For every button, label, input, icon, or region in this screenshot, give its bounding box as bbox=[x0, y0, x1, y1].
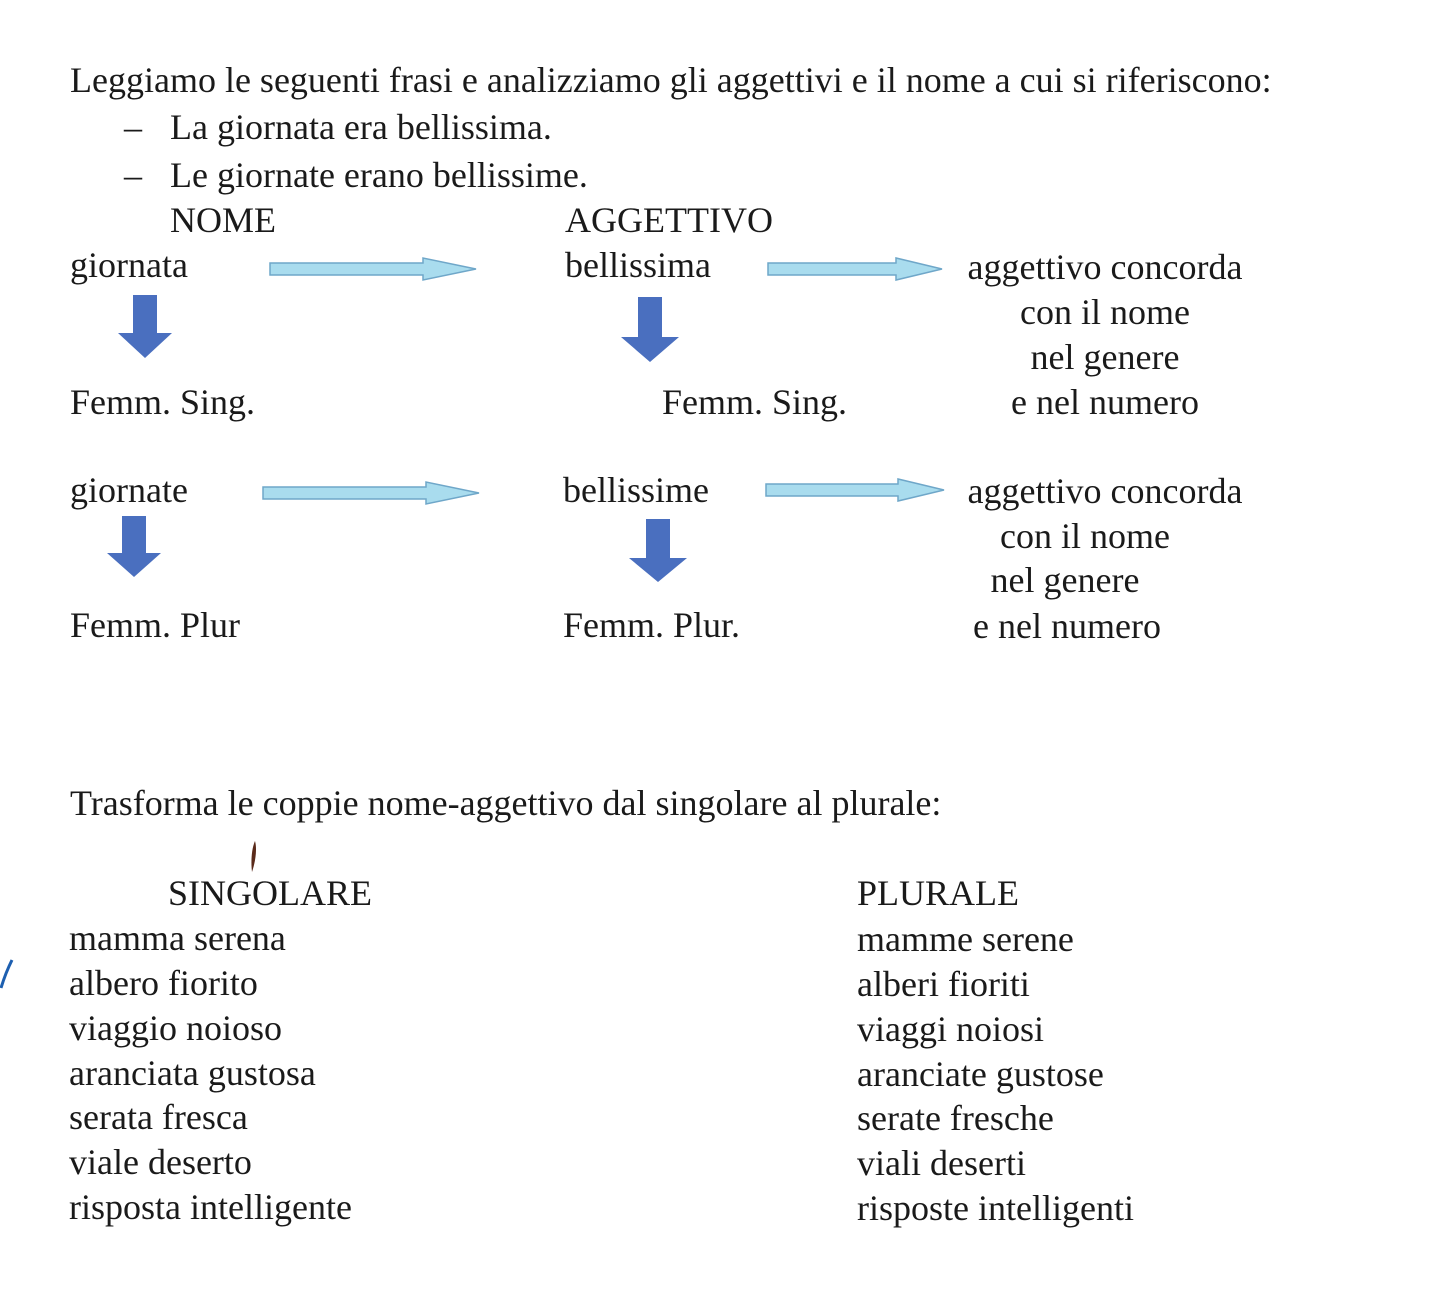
exercise-instruction: Trasforma le coppie nome-aggettivo dal singolare al plurale: bbox=[70, 783, 942, 823]
plural-pair: aranciate gustose bbox=[857, 1054, 1104, 1094]
header-aggettivo: AGGETTIVO bbox=[565, 200, 773, 240]
noun-plural: giornate bbox=[70, 470, 188, 510]
down-arrow-icon bbox=[117, 295, 173, 359]
agreement-line: nel genere bbox=[990, 560, 1140, 600]
adjective-singular: bellissima bbox=[565, 245, 711, 285]
adjective-info: Femm. Sing. bbox=[662, 382, 848, 422]
plural-pair: alberi fioriti bbox=[857, 964, 1030, 1004]
agreement-line: e nel numero bbox=[973, 606, 1161, 646]
bullet-dash: – bbox=[124, 107, 142, 147]
example-sentence-2: Le giornate erano bellissime. bbox=[170, 155, 588, 195]
plural-pair: viaggi noiosi bbox=[857, 1009, 1044, 1049]
right-arrow-icon bbox=[261, 480, 483, 506]
agreement-line: e nel numero bbox=[1011, 382, 1199, 422]
bullet-dash: – bbox=[124, 155, 142, 195]
header-singolare: SINGOLARE bbox=[168, 873, 372, 913]
singular-pair: risposta intelligente bbox=[69, 1187, 352, 1227]
down-arrow-icon bbox=[620, 297, 680, 363]
plural-pair: mamme serene bbox=[857, 919, 1074, 959]
noun-info: Femm. Plur bbox=[70, 605, 241, 645]
plural-pair: serate fresche bbox=[857, 1098, 1054, 1138]
example-sentence-1: La giornata era bellissima. bbox=[170, 107, 552, 147]
agreement-line: con il nome bbox=[1020, 292, 1190, 332]
singular-pair: serata fresca bbox=[69, 1097, 248, 1137]
singular-pair: albero fiorito bbox=[69, 963, 258, 1003]
pen-mark bbox=[247, 840, 259, 874]
header-plurale: PLURALE bbox=[857, 873, 1019, 913]
adjective-plural: bellissime bbox=[563, 470, 709, 510]
singular-pair: aranciata gustosa bbox=[69, 1053, 316, 1093]
down-arrow-icon bbox=[106, 516, 162, 578]
agreement-line: nel genere bbox=[1030, 337, 1180, 377]
down-arrow-icon bbox=[628, 519, 688, 583]
adjective-info: Femm. Plur. bbox=[563, 605, 741, 645]
singular-pair: mamma serena bbox=[69, 918, 286, 958]
noun-info: Femm. Sing. bbox=[70, 382, 256, 422]
header-nome: NOME bbox=[170, 200, 276, 240]
intro-instruction: Leggiamo le seguenti frasi e analizziamo gli aggettivi e il nome a cui si riferiscono: bbox=[70, 60, 1272, 100]
right-arrow-icon bbox=[766, 256, 946, 282]
right-arrow-icon bbox=[268, 256, 480, 282]
singular-pair: viaggio noioso bbox=[69, 1008, 282, 1048]
agreement-line: con il nome bbox=[1000, 516, 1170, 556]
plural-pair: risposte intelligenti bbox=[857, 1188, 1134, 1228]
singular-pair: viale deserto bbox=[69, 1142, 252, 1182]
plural-pair: viali deserti bbox=[857, 1143, 1026, 1183]
pen-mark bbox=[0, 958, 14, 990]
right-arrow-icon bbox=[764, 477, 948, 503]
agreement-line: aggettivo concorda bbox=[967, 247, 1243, 287]
agreement-line: aggettivo concorda bbox=[967, 471, 1243, 511]
noun-singular: giornata bbox=[70, 245, 188, 285]
